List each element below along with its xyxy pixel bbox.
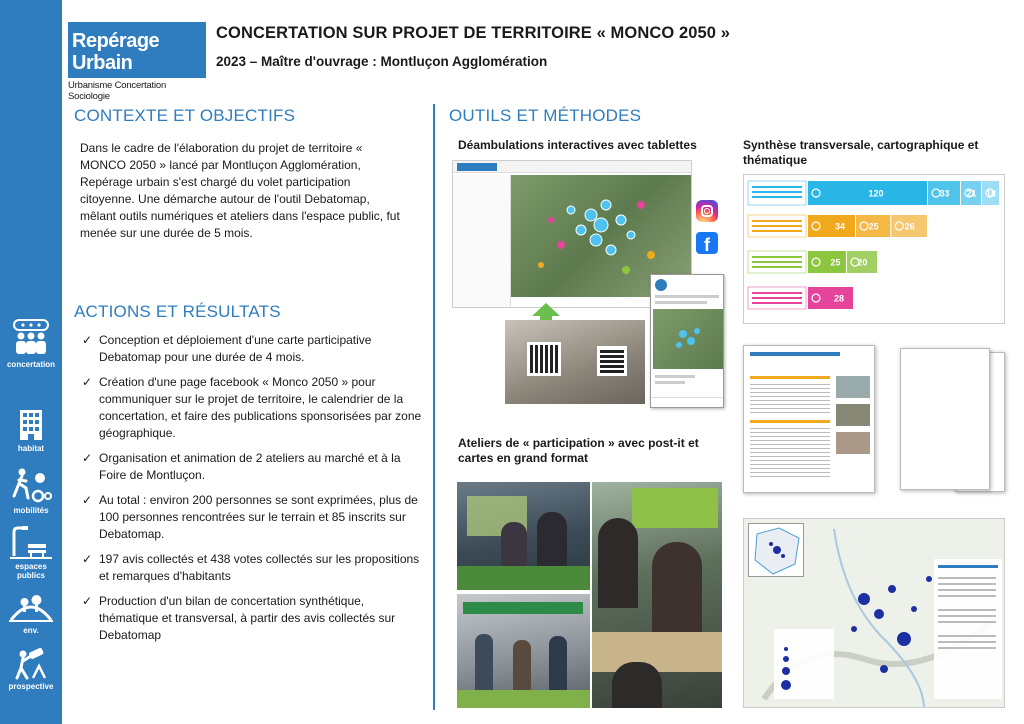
workshop-photo-3: [592, 482, 722, 708]
workshop-photo-2: [457, 594, 590, 708]
workshop-photo-1: [457, 482, 590, 590]
subtitle-prefix: 2023 – Maître d'ouvrage :: [216, 54, 381, 69]
list-item: ✓ 197 avis collectés et 438 votes collectés sur les propositions et remarques d'habitants: [80, 551, 425, 585]
label-text-line: [752, 196, 802, 198]
label-text-line: [752, 261, 802, 263]
list-item: ✓ Conception et déploiement d'une carte participative Debatomap pour une durée de 4 mois.: [80, 332, 425, 366]
synthesis-value-label: 26: [904, 221, 915, 232]
people-speech-icon: [11, 318, 51, 358]
actions-list: [80, 332, 425, 652]
sidebar-label: prospective: [8, 682, 54, 691]
landscape-icon: [9, 594, 53, 624]
synthesis-value-label: 120: [868, 188, 884, 199]
list-item: ✓ Au total : environ 200 personnes se sont exprimées, plus de 100 personnes rencontrées sur le terrain et 85 inscrits sur Debatomap.: [80, 492, 425, 543]
page-title: CONCERTATION SUR PROJET DE TERRITOIRE « MONCO 2050 »: [216, 24, 731, 42]
label-text-line: [752, 266, 802, 268]
label-text-line: [752, 225, 802, 227]
label-text-line: [752, 302, 802, 304]
caption-synthesis: Synthèse transversale, cartographique et thématique: [743, 138, 979, 167]
logo-brand: Repérage Urbain: [68, 22, 206, 78]
sidebar-item-prospective: [0, 648, 62, 691]
synthesis-bar-segment: [808, 287, 853, 309]
context-text: Dans le cadre de l'élaboration du projet de territoire « MONCO 2050 » lancé par Montluçon Agglomération, Repérage urbain s'est chargé du volet participation citoyenne. Une démarche autour de l'outil Debatomap, mêlant outils numériques et ateliers dans l'espace public, fut menée sur une durée de 5 mois.: [80, 141, 400, 240]
sidebar-label: mobilités: [13, 506, 49, 515]
caption-tablets: Déambulations interactives avec tablettes: [458, 138, 697, 152]
sidebar-item-env: [0, 594, 62, 635]
page-subtitle: [216, 54, 547, 69]
mobility-icon: [10, 468, 52, 504]
tablet-photo: [505, 320, 645, 404]
synthesis-bars: [744, 175, 1005, 324]
logo-tagline: Urbanisme Concertation Sociologie: [68, 80, 167, 102]
building-icon: [14, 408, 48, 442]
sidebar-label: env.: [23, 626, 39, 635]
list-item: ✓ Organisation et animation de 2 ateliers au marché et à la Foire de Montluçon.: [80, 450, 425, 484]
caption-workshops: Ateliers de « participation » avec post-it et cartes en grand format: [458, 436, 699, 465]
synthesis-value-label: 28: [833, 293, 845, 304]
report-page-1: [743, 345, 875, 493]
synthesis-bar-segment: [808, 215, 855, 237]
label-text-line: [752, 191, 802, 193]
context-heading: CONTEXTE ET OBJECTIFS: [74, 106, 296, 125]
theme-sidebar: [0, 0, 62, 724]
sidebar-item-espaces-publics: [0, 526, 62, 580]
synthesis-value-label: 25: [830, 257, 841, 268]
methods-heading: OUTILS ET MÉTHODES: [449, 106, 642, 125]
label-text-line: [752, 256, 802, 258]
facebook-icon: f: [696, 232, 718, 254]
post-map-markers: [653, 309, 723, 369]
synthesis-value-label: 21: [966, 188, 977, 199]
label-text-line: [752, 230, 802, 232]
sidebar-label: espaces publics: [15, 562, 47, 580]
sidebar-item-habitat: [0, 408, 62, 453]
company-logo: [68, 22, 206, 102]
label-text-line: [752, 220, 802, 222]
synthesis-infographic: [743, 174, 1005, 324]
facebook-post-screenshot: [650, 274, 724, 408]
synthesis-value-label: 33: [939, 188, 950, 199]
instagram-icon: [696, 200, 718, 222]
sidebar-item-concertation: [0, 318, 62, 369]
synthesis-value-label: 25: [868, 221, 879, 232]
list-item: ✓ Création d'une page facebook « Monco 2050 » pour communiquer sur le projet de territoire, le calendrier de la concertation, et faire des publications sponsorisées par zone géographique.: [80, 374, 425, 442]
subtitle-client: Montluçon Agglomération: [380, 54, 548, 69]
prospective-icon: [13, 648, 49, 680]
label-text-line: [752, 186, 802, 188]
label-text-line: [752, 292, 802, 294]
synthesis-value-label: 20: [857, 257, 868, 268]
synthesis-value-label: 34: [834, 221, 846, 232]
sidebar-label: habitat: [17, 444, 45, 453]
actions-heading: ACTIONS ET RÉSULTATS: [74, 302, 281, 321]
bench-tree-icon: [10, 526, 52, 560]
label-text-line: [752, 297, 802, 299]
map-inset: [748, 523, 804, 577]
synthesis-value-label: 18: [985, 188, 997, 199]
ideas-map: [743, 518, 1005, 708]
sidebar-item-mobilites: [0, 468, 62, 515]
report-page-2: [900, 348, 990, 490]
sidebar-label: concertation: [6, 360, 55, 369]
list-item: ✓ Production d'un bilan de concertation synthétique, thématique et transversal, à partir des avis collectés sur Debatomap: [80, 593, 425, 644]
column-divider: [433, 104, 435, 710]
